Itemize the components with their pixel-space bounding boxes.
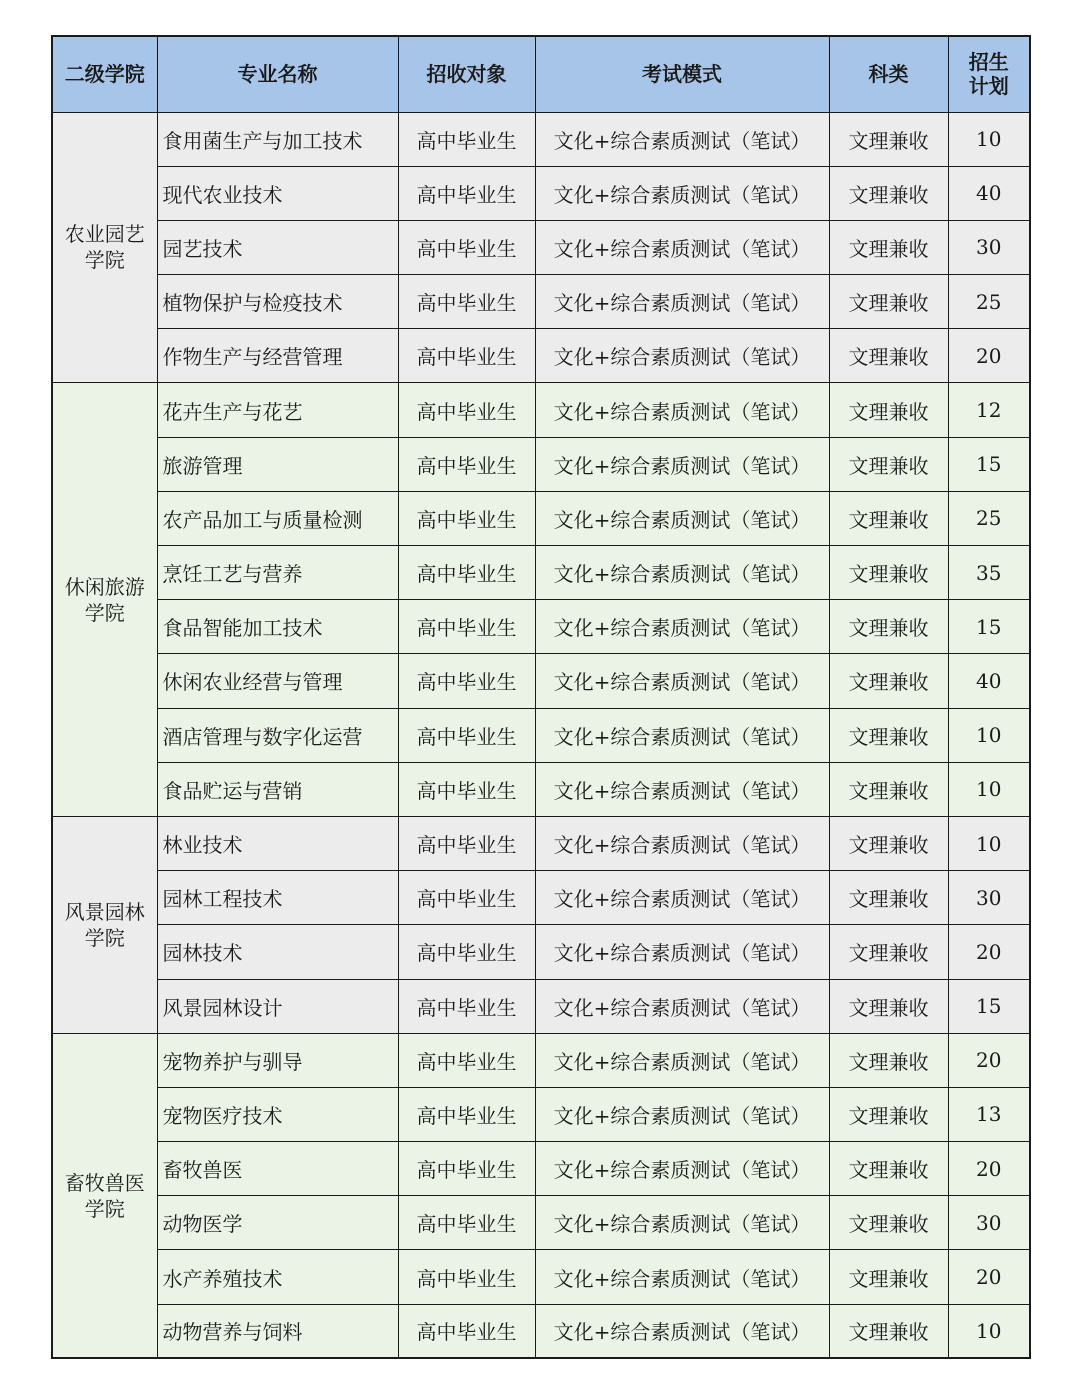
- table-row: [52, 329, 1030, 383]
- enrollment-plan-table: [51, 35, 1031, 1359]
- target-cell: 高中毕业生: [398, 275, 535, 329]
- exam-mode-cell: 文化+综合素质测试（笔试）: [535, 1033, 829, 1087]
- plan-cell: 10: [948, 762, 1030, 816]
- plan-cell: 10: [948, 708, 1030, 762]
- major-cell: 花卉生产与花艺: [157, 383, 398, 437]
- target-cell: 高中毕业生: [398, 546, 535, 600]
- exam-mode-cell: 文化+综合素质测试（笔试）: [535, 816, 829, 870]
- plan-cell: 20: [948, 925, 1030, 979]
- plan-cell: 25: [948, 491, 1030, 545]
- category-cell: 文理兼收: [829, 816, 948, 870]
- table-row: [52, 166, 1030, 220]
- major-cell: 园艺技术: [157, 220, 398, 274]
- major-cell: 作物生产与经营管理: [157, 329, 398, 383]
- exam-mode-cell: 文化+综合素质测试（笔试）: [535, 1196, 829, 1250]
- table-row: [52, 1304, 1030, 1358]
- exam-mode-cell: 文化+综合素质测试（笔试）: [535, 871, 829, 925]
- target-cell: 高中毕业生: [398, 491, 535, 545]
- target-cell: 高中毕业生: [398, 600, 535, 654]
- major-cell: 休闲农业经营与管理: [157, 654, 398, 708]
- category-cell: 文理兼收: [829, 329, 948, 383]
- target-cell: 高中毕业生: [398, 816, 535, 870]
- major-cell: 酒店管理与数字化运营: [157, 708, 398, 762]
- plan-cell: 10: [948, 816, 1030, 870]
- major-cell: 水产养殖技术: [157, 1250, 398, 1304]
- exam-mode-cell: 文化+综合素质测试（笔试）: [535, 925, 829, 979]
- plan-cell: 15: [948, 437, 1030, 491]
- table-row: [52, 762, 1030, 816]
- table-row: [52, 1087, 1030, 1141]
- exam-mode-cell: 文化+综合素质测试（笔试）: [535, 654, 829, 708]
- plan-cell: 30: [948, 871, 1030, 925]
- major-cell: 林业技术: [157, 816, 398, 870]
- table-row: [52, 437, 1030, 491]
- plan-cell: 20: [948, 329, 1030, 383]
- exam-mode-cell: 文化+综合素质测试（笔试）: [535, 1087, 829, 1141]
- exam-mode-cell: 文化+综合素质测试（笔试）: [535, 329, 829, 383]
- category-cell: 文理兼收: [829, 762, 948, 816]
- table-row: [52, 275, 1030, 329]
- target-cell: 高中毕业生: [398, 329, 535, 383]
- exam-mode-cell: 文化+综合素质测试（笔试）: [535, 1250, 829, 1304]
- category-cell: 文理兼收: [829, 600, 948, 654]
- college-cell: 休闲旅游学院: [52, 383, 157, 817]
- plan-cell: 10: [948, 112, 1030, 166]
- category-cell: 文理兼收: [829, 220, 948, 274]
- table-row: [52, 708, 1030, 762]
- table-row: [52, 1142, 1030, 1196]
- table-row: [52, 1196, 1030, 1250]
- header-row: [52, 36, 1030, 112]
- major-cell: 农产品加工与质量检测: [157, 491, 398, 545]
- plan-cell: 20: [948, 1033, 1030, 1087]
- plan-cell: 20: [948, 1250, 1030, 1304]
- target-cell: 高中毕业生: [398, 1033, 535, 1087]
- category-cell: 文理兼收: [829, 383, 948, 437]
- plan-cell: 40: [948, 654, 1030, 708]
- table-row: [52, 925, 1030, 979]
- plan-cell: 13: [948, 1087, 1030, 1141]
- exam-mode-cell: 文化+综合素质测试（笔试）: [535, 275, 829, 329]
- major-cell: 食品贮运与营销: [157, 762, 398, 816]
- plan-cell: 15: [948, 979, 1030, 1033]
- college-cell: 农业园艺学院: [52, 112, 157, 383]
- exam-mode-cell: 文化+综合素质测试（笔试）: [535, 979, 829, 1033]
- major-cell: 食用菌生产与加工技术: [157, 112, 398, 166]
- table-row: [52, 600, 1030, 654]
- major-cell: 园林工程技术: [157, 871, 398, 925]
- target-cell: 高中毕业生: [398, 1304, 535, 1358]
- header-major: 专业名称: [157, 36, 398, 112]
- exam-mode-cell: 文化+综合素质测试（笔试）: [535, 762, 829, 816]
- major-cell: 宠物养护与驯导: [157, 1033, 398, 1087]
- category-cell: 文理兼收: [829, 275, 948, 329]
- category-cell: 文理兼收: [829, 491, 948, 545]
- header-category: 科类: [829, 36, 948, 112]
- college-cell: 畜牧兽医学院: [52, 1033, 157, 1358]
- table-row: [52, 871, 1030, 925]
- category-cell: 文理兼收: [829, 1196, 948, 1250]
- target-cell: 高中毕业生: [398, 166, 535, 220]
- exam-mode-cell: 文化+综合素质测试（笔试）: [535, 1142, 829, 1196]
- table-row: [52, 654, 1030, 708]
- target-cell: 高中毕业生: [398, 1196, 535, 1250]
- category-cell: 文理兼收: [829, 1087, 948, 1141]
- category-cell: 文理兼收: [829, 979, 948, 1033]
- plan-cell: 25: [948, 275, 1030, 329]
- target-cell: 高中毕业生: [398, 979, 535, 1033]
- major-cell: 植物保护与检疫技术: [157, 275, 398, 329]
- plan-cell: 12: [948, 383, 1030, 437]
- target-cell: 高中毕业生: [398, 708, 535, 762]
- major-cell: 现代农业技术: [157, 166, 398, 220]
- table-row: [52, 816, 1030, 870]
- target-cell: 高中毕业生: [398, 762, 535, 816]
- exam-mode-cell: 文化+综合素质测试（笔试）: [535, 383, 829, 437]
- exam-mode-cell: 文化+综合素质测试（笔试）: [535, 546, 829, 600]
- exam-mode-cell: 文化+综合素质测试（笔试）: [535, 708, 829, 762]
- plan-cell: 10: [948, 1304, 1030, 1358]
- exam-mode-cell: 文化+综合素质测试（笔试）: [535, 1304, 829, 1358]
- college-cell: 风景园林学院: [52, 816, 157, 1033]
- target-cell: 高中毕业生: [398, 220, 535, 274]
- category-cell: 文理兼收: [829, 925, 948, 979]
- exam-mode-cell: 文化+综合素质测试（笔试）: [535, 166, 829, 220]
- plan-cell: 30: [948, 1196, 1030, 1250]
- table-row: [52, 1033, 1030, 1087]
- table-row: [52, 1250, 1030, 1304]
- target-cell: 高中毕业生: [398, 112, 535, 166]
- target-cell: 高中毕业生: [398, 437, 535, 491]
- table-row: [52, 383, 1030, 437]
- major-cell: 畜牧兽医: [157, 1142, 398, 1196]
- major-cell: 园林技术: [157, 925, 398, 979]
- table-header: [52, 36, 1030, 112]
- exam-mode-cell: 文化+综合素质测试（笔试）: [535, 600, 829, 654]
- plan-cell: 35: [948, 546, 1030, 600]
- plan-cell: 15: [948, 600, 1030, 654]
- major-cell: 宠物医疗技术: [157, 1087, 398, 1141]
- header-college: 二级学院: [52, 36, 157, 112]
- category-cell: 文理兼收: [829, 1033, 948, 1087]
- category-cell: 文理兼收: [829, 546, 948, 600]
- major-cell: 动物营养与饲料: [157, 1304, 398, 1358]
- table-body: [52, 112, 1030, 1358]
- category-cell: 文理兼收: [829, 166, 948, 220]
- exam-mode-cell: 文化+综合素质测试（笔试）: [535, 491, 829, 545]
- header-exam-mode: 考试模式: [535, 36, 829, 112]
- target-cell: 高中毕业生: [398, 383, 535, 437]
- table-row: [52, 546, 1030, 600]
- target-cell: 高中毕业生: [398, 925, 535, 979]
- exam-mode-cell: 文化+综合素质测试（笔试）: [535, 220, 829, 274]
- category-cell: 文理兼收: [829, 871, 948, 925]
- target-cell: 高中毕业生: [398, 1087, 535, 1141]
- major-cell: 动物医学: [157, 1196, 398, 1250]
- table-row: [52, 491, 1030, 545]
- exam-mode-cell: 文化+综合素质测试（笔试）: [535, 112, 829, 166]
- header-plan: [948, 36, 1030, 112]
- plan-cell: 30: [948, 220, 1030, 274]
- category-cell: 文理兼收: [829, 708, 948, 762]
- category-cell: 文理兼收: [829, 1142, 948, 1196]
- header-target: 招收对象: [398, 36, 535, 112]
- table-row: [52, 979, 1030, 1033]
- major-cell: 旅游管理: [157, 437, 398, 491]
- major-cell: 食品智能加工技术: [157, 600, 398, 654]
- target-cell: 高中毕业生: [398, 1250, 535, 1304]
- plan-cell: 20: [948, 1142, 1030, 1196]
- category-cell: 文理兼收: [829, 112, 948, 166]
- category-cell: 文理兼收: [829, 437, 948, 491]
- table-row: [52, 112, 1030, 166]
- major-cell: 烹饪工艺与营养: [157, 546, 398, 600]
- plan-cell: 40: [948, 166, 1030, 220]
- major-cell: 风景园林设计: [157, 979, 398, 1033]
- header-plan-label: 招生计划: [968, 50, 1009, 99]
- exam-mode-cell: 文化+综合素质测试（笔试）: [535, 437, 829, 491]
- category-cell: 文理兼收: [829, 1250, 948, 1304]
- target-cell: 高中毕业生: [398, 871, 535, 925]
- target-cell: 高中毕业生: [398, 654, 535, 708]
- target-cell: 高中毕业生: [398, 1142, 535, 1196]
- category-cell: 文理兼收: [829, 654, 948, 708]
- table-row: [52, 220, 1030, 274]
- category-cell: 文理兼收: [829, 1304, 948, 1358]
